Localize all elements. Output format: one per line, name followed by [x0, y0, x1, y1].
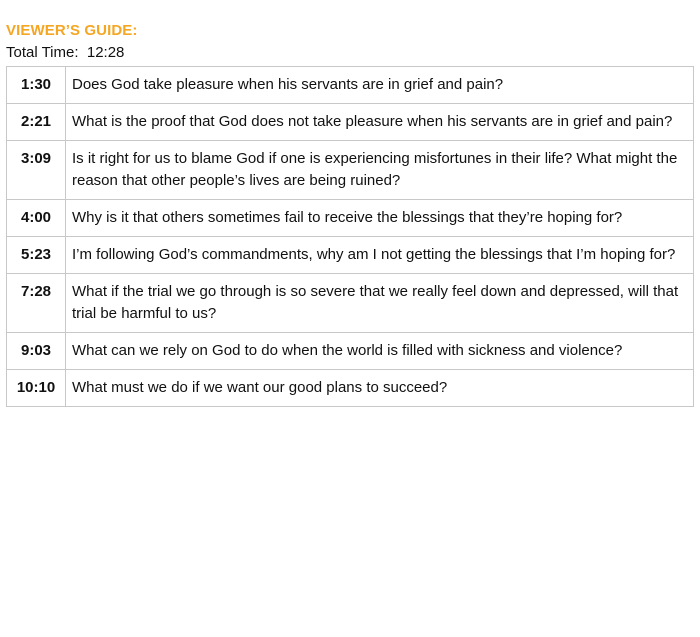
- table-row: [7, 274, 694, 333]
- question: What can we rely on God to do when the world is filled with sickness and violence?: [66, 333, 694, 370]
- timestamp: 2:21: [7, 104, 66, 141]
- question: What if the trial we go through is so severe that we really feel down and depressed, will that trial be harmful to us?: [66, 274, 694, 333]
- table-row: [7, 370, 694, 407]
- table-row: [7, 67, 694, 104]
- timestamp: 1:30: [7, 67, 66, 104]
- question: Is it right for us to blame God if one is experiencing misfortunes in their life? What might the reason that other people’s lives are being ruined?: [66, 141, 694, 200]
- total-time: Total Time: 12:28: [6, 44, 125, 61]
- viewers-guide: [6, 0, 694, 407]
- table-row: [7, 141, 694, 200]
- table-row: [7, 104, 694, 141]
- question: Does God take pleasure when his servants are in grief and pain?: [66, 67, 694, 104]
- question: Why is it that others sometimes fail to receive the blessings that they’re hoping for?: [66, 200, 694, 237]
- timestamp: 4:00: [7, 200, 66, 237]
- table-row: [7, 200, 694, 237]
- timestamp: 9:03: [7, 333, 66, 370]
- guide-title: VIEWER’S GUIDE:: [6, 22, 138, 39]
- timestamp: 3:09: [7, 141, 66, 200]
- timestamp: 5:23: [7, 237, 66, 274]
- timestamp: 7:28: [7, 274, 66, 333]
- question: I’m following God’s commandments, why am I not getting the blessings that I’m hoping for?: [66, 237, 694, 274]
- table-row: [7, 237, 694, 274]
- question: What is the proof that God does not take pleasure when his servants are in grief and pain?: [66, 104, 694, 141]
- guide-table: [6, 66, 694, 407]
- table-row: [7, 333, 694, 370]
- question: What must we do if we want our good plans to succeed?: [66, 370, 694, 407]
- timestamp: 10:10: [7, 370, 66, 407]
